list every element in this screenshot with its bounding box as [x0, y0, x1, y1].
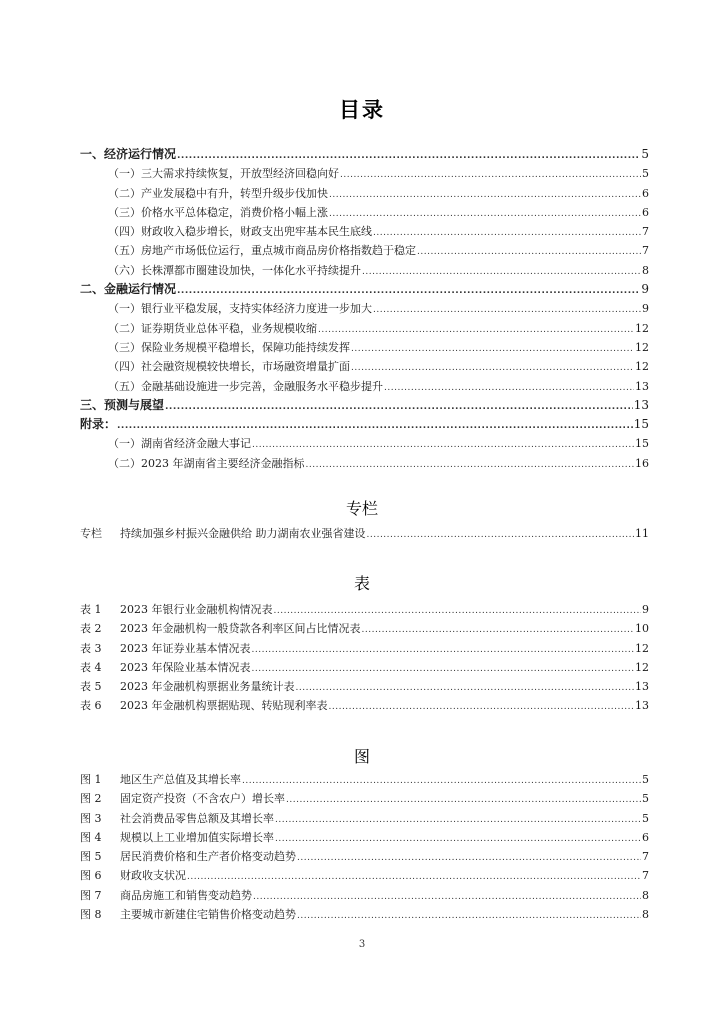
toc-entry-label: （三）价格水平总体稳定，消费价格小幅上涨: [108, 205, 328, 219]
figure-entry-label: 地区生产总值及其增长率: [120, 773, 241, 786]
toc-section-entry[interactable]: [0, 261, 649, 280]
toc-entry-label: 附录：: [80, 417, 117, 432]
page-number: 3: [358, 939, 366, 950]
figure-entry-page: 5: [642, 792, 649, 806]
toc-entry-page: 12: [635, 321, 649, 335]
toc-entry-page: 12: [635, 360, 649, 374]
figures-section-title: 图: [353, 747, 370, 766]
tables-list: [0, 600, 724, 716]
table-entry-tag: 表 2: [80, 622, 102, 636]
table-entry-label: 2023 年金融机构票据贴现、转贴现利率表: [120, 699, 328, 713]
toc-entry-page: 9: [642, 302, 649, 316]
figure-entry-page: 8: [642, 888, 649, 902]
figure-entry-tag: 图 7: [80, 888, 102, 902]
figure-entry-tag: 图 5: [80, 850, 102, 864]
figure-entry[interactable]: [0, 905, 649, 924]
dot-leader: [306, 456, 635, 475]
figure-entry-label: 财政收支状况: [120, 869, 186, 883]
toc-chapter-entry[interactable]: [0, 396, 649, 415]
figure-entry[interactable]: [0, 770, 649, 789]
columns-list: [0, 524, 724, 543]
toc-section-entry[interactable]: [0, 338, 649, 357]
table-entry-page: 13: [635, 680, 649, 694]
toc-section-entry[interactable]: [0, 319, 649, 338]
table-entry-tag: 表 1: [80, 603, 102, 616]
toc-entry-label: （二）证券期货业总体平稳，业务规模收缩: [108, 321, 317, 335]
toc-section-entry[interactable]: [0, 184, 649, 203]
figure-entry-label: 居民消费价格和生产者价格变动趋势: [120, 850, 296, 864]
toc-entry-label: （一）湖南省经济金融大事记: [108, 437, 251, 451]
toc-chapter-entry[interactable]: [0, 145, 649, 164]
toc-entry-page: 6: [642, 205, 649, 219]
figure-entry-tag: 图 4: [80, 830, 102, 844]
toc-section-entry[interactable]: [0, 222, 649, 241]
table-entry[interactable]: [0, 658, 649, 677]
toc-entry-label: （六）长株潭都市圈建设加快，一体化水平持续提升: [108, 263, 361, 277]
toc-entry-label: （三）保险业务规模平稳增长，保障功能持续发挥: [108, 340, 350, 354]
toc-main-list: [0, 145, 724, 473]
dot-leader: [329, 698, 635, 717]
toc-entry-page: 7: [642, 225, 649, 239]
dot-leader: [297, 907, 641, 926]
toc-entry-page: 5: [641, 147, 649, 161]
toc-chapter-entry[interactable]: [0, 280, 649, 299]
toc-section-entry[interactable]: [0, 357, 649, 376]
toc-entry-page: 9: [641, 282, 649, 297]
column-entry[interactable]: [0, 524, 649, 543]
figure-entry-page: 7: [642, 869, 649, 883]
toc-entry-page: 13: [635, 379, 649, 393]
figure-entry[interactable]: [0, 886, 649, 905]
figure-entry[interactable]: [0, 789, 649, 808]
figure-entry-page: 5: [642, 773, 649, 786]
figure-entry-page: 7: [642, 850, 649, 864]
figure-entry-label: 固定资产投资（不含农户）增长率: [120, 792, 285, 806]
table-entry-tag: 表 3: [80, 641, 102, 655]
column-entry-label: 持续加强乡村振兴金融供给 助力湖南农业强省建设: [120, 527, 366, 540]
toc-entry-page: 12: [635, 340, 649, 354]
toc-entry-page: 8: [642, 263, 649, 277]
figure-entry-page: 5: [642, 811, 649, 825]
table-entry-label: 2023 年银行业金融机构情况表: [120, 603, 273, 616]
figure-entry-tag: 图 8: [80, 908, 102, 922]
dot-leader: [367, 526, 635, 545]
toc-section-entry[interactable]: [0, 241, 649, 260]
toc-section-entry[interactable]: [0, 203, 649, 222]
table-entry[interactable]: [0, 677, 649, 696]
figure-entry[interactable]: [0, 866, 649, 885]
toc-section-entry[interactable]: [0, 299, 649, 318]
table-entry-label: 2023 年保险业基本情况表: [120, 660, 251, 674]
toc-section-entry[interactable]: [0, 434, 649, 453]
table-entry[interactable]: [0, 696, 649, 715]
toc-entry-label: 一、经济运行情况: [80, 147, 177, 161]
toc-entry-page: 7: [642, 244, 649, 258]
figure-entry-tag: 图 6: [80, 869, 102, 883]
table-entry-label: 2023 年证券业基本情况表: [120, 641, 251, 655]
toc-entry-label: （二）2023 年湖南省主要经济金融指标: [108, 456, 305, 470]
table-entry-page: 13: [635, 699, 649, 713]
toc-entry-page: 15: [635, 437, 649, 451]
toc-entry-label: 三、预测与展望: [80, 397, 165, 412]
figure-entry-tag: 图 3: [80, 811, 102, 825]
toc-section-entry[interactable]: [0, 454, 649, 473]
figure-entry[interactable]: [0, 809, 649, 828]
toc-entry-page: 5: [642, 167, 649, 181]
table-entry-tag: 表 4: [80, 660, 102, 674]
figure-entry-tag: 图 1: [80, 773, 102, 786]
table-entry-page: 9: [642, 603, 649, 616]
toc-entry-page: 13: [633, 397, 649, 412]
toc-entry-page: 15: [633, 417, 649, 432]
column-entry-page: 11: [635, 527, 649, 540]
figure-entry-label: 规模以上工业增加值实际增长率: [120, 830, 274, 844]
table-entry-page: 12: [635, 660, 649, 674]
toc-entry-page: 6: [642, 186, 649, 200]
toc-chapter-entry[interactable]: [0, 415, 649, 434]
figure-entry-tag: 图 2: [80, 792, 102, 806]
table-entry[interactable]: [0, 600, 649, 619]
table-entry[interactable]: [0, 639, 649, 658]
toc-entry-label: （四）财政收入稳步增长，财政支出兜牢基本民生底线: [108, 225, 372, 239]
figure-entry-page: 6: [642, 830, 649, 844]
table-entry[interactable]: [0, 619, 649, 638]
toc-entry-page: 16: [635, 456, 649, 470]
figure-entry[interactable]: [0, 828, 649, 847]
columns-section-title: 专栏: [345, 499, 378, 518]
page-title: 目录: [339, 98, 385, 122]
table-entry-label: 2023 年金融机构一般贷款各利率区间占比情况表: [120, 622, 361, 636]
table-entry-label: 2023 年金融机构票据业务量统计表: [120, 680, 295, 694]
toc-entry-label: （五）金融基础设施进一步完善，金融服务水平稳步提升: [108, 379, 383, 393]
tables-section-title: 表: [353, 574, 370, 593]
column-entry-tag: 专栏: [80, 527, 102, 540]
figure-entry[interactable]: [0, 847, 649, 866]
table-entry-page: 12: [635, 641, 649, 655]
toc-entry-label: （一）银行业平稳发展，支持实体经济力度进一步加大: [108, 302, 372, 316]
toc-entry-label: （五）房地产市场低位运行，重点城市商品房价格指数趋于稳定: [108, 244, 416, 258]
table-entry-tag: 表 5: [80, 680, 102, 694]
figures-list: [0, 770, 724, 924]
figure-entry-label: 社会消费品零售总额及其增长率: [120, 811, 274, 825]
figure-entry-page: 8: [642, 908, 649, 922]
toc-entry-label: 二、金融运行情况: [80, 282, 177, 297]
table-entry-tag: 表 6: [80, 699, 102, 713]
toc-entry-label: （二）产业发展稳中有升，转型升级步伐加快: [108, 186, 328, 200]
toc-section-entry[interactable]: [0, 377, 649, 396]
toc-section-entry[interactable]: [0, 164, 649, 183]
toc-entry-label: （一）三大需求持续恢复，开放型经济回稳向好: [108, 167, 339, 181]
figure-entry-label: 商品房施工和销售变动趋势: [120, 888, 252, 902]
figure-entry-label: 主要城市新建住宅销售价格变动趋势: [120, 908, 296, 922]
toc-entry-label: （四）社会融资规模较快增长，市场融资增量扩面: [108, 360, 350, 374]
table-entry-page: 10: [635, 622, 649, 636]
